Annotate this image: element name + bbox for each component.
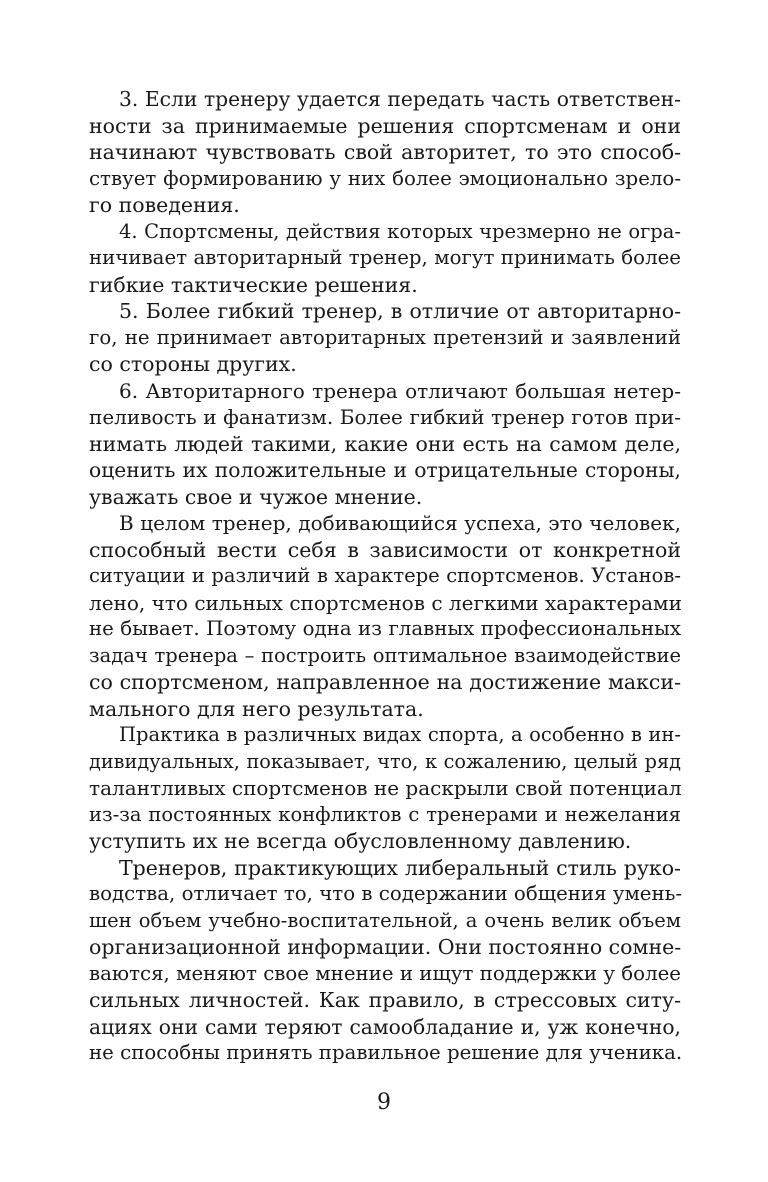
text-line: оценить их положительные и отрицательные стороны, — [89, 458, 681, 482]
text-line: 5. Более гибкий тренер, в отличие от авторитарно- — [119, 299, 681, 323]
text-line: ничивает авторитарный тренер, могут принимать более — [89, 246, 681, 269]
text-line: организационной информации. Они постоянно сомне- — [89, 935, 682, 959]
text-line: 6. Авторитарного тренера отличают большая нетер- — [119, 378, 681, 403]
text-line: В целом тренер, добивающийся успеха, это человек, — [119, 511, 681, 535]
text-line: Тренеров, практикующих либеральный стиль руко- — [119, 855, 681, 880]
text-line: начинают чувствовать свой авторитет, то это способ- — [89, 140, 681, 164]
paragraph — [89, 219, 681, 299]
text-line: ствует формированию у них более эмоционально зрело- — [89, 166, 681, 190]
text-line: талантливых спортсменов не раскрыли свой потенциал — [89, 776, 682, 800]
page-number: 9 — [377, 1090, 391, 1115]
text-line: сильных личностей. Как правило, в стрессовых ситу- — [89, 988, 681, 1012]
paragraph — [89, 855, 681, 1067]
text-line: со стороны других. — [89, 352, 297, 376]
paragraph — [89, 510, 681, 722]
text-line: пеливость и фанатизм. Более гибкий тренер готов при- — [89, 405, 681, 429]
paragraph — [89, 298, 681, 378]
text-line: 3. Если тренеру удается передать часть ответствен- — [119, 87, 681, 111]
text-line: Практика в различных видах спорта, а особенно в ин- — [119, 723, 681, 746]
text-line: ваются, меняют свое мнение и ищут поддержки у более — [89, 961, 681, 985]
text-line: уступить их не всегда обусловленному давлению. — [89, 829, 632, 853]
body-text — [89, 86, 681, 1067]
text-line: уважать свое и чужое мнение. — [89, 484, 423, 509]
paragraph — [89, 86, 681, 219]
text-line: дивидуальных, показывает, что, к сожалению, целый ряд — [89, 749, 681, 773]
paragraph — [89, 378, 681, 511]
text-line: ситуации и различий в характере спортсменов. Установ- — [89, 564, 681, 587]
paragraph — [89, 722, 681, 855]
text-line: не способны принять правильное решение для ученика. — [89, 1041, 683, 1064]
text-line: не бывает. Поэтому одна из главных профессиональных — [89, 617, 681, 640]
text-line: нимать людей такими, какие они есть на самом деле, — [89, 431, 681, 456]
text-line: го, не принимает авторитарных претензий и заявлений — [89, 325, 681, 349]
text-line: из-за постоянных конфликтов с тренерами и нежелания — [89, 802, 681, 826]
text-line: ности за принимаемые решения спортсменам и они — [89, 113, 681, 138]
text-line: 4. Спортсмены, действия которых чрезмерно не огра- — [119, 219, 681, 243]
text-line: шен объем учебно-воспитательной, а очень велик объем — [89, 908, 681, 932]
text-line: водства, отличает то, что в содержании общения умень- — [89, 882, 683, 905]
text-line: способный вести себя в зависимости от конкретной — [89, 537, 681, 562]
text-line: задач тренера – построить оптимальное взаимодействие — [89, 643, 681, 667]
text-line: мального для него результата. — [89, 696, 424, 721]
text-line: лено, что сильных спортсменов с легкими характерами — [89, 590, 682, 615]
text-line: го поведения. — [89, 193, 240, 217]
text-line: гибкие тактические решения. — [89, 272, 418, 297]
text-line: ациях они сами теряют самообладание и, уж конечно, — [89, 1014, 681, 1039]
text-line: со спортсменом, направленное на достижение макси- — [89, 670, 681, 694]
